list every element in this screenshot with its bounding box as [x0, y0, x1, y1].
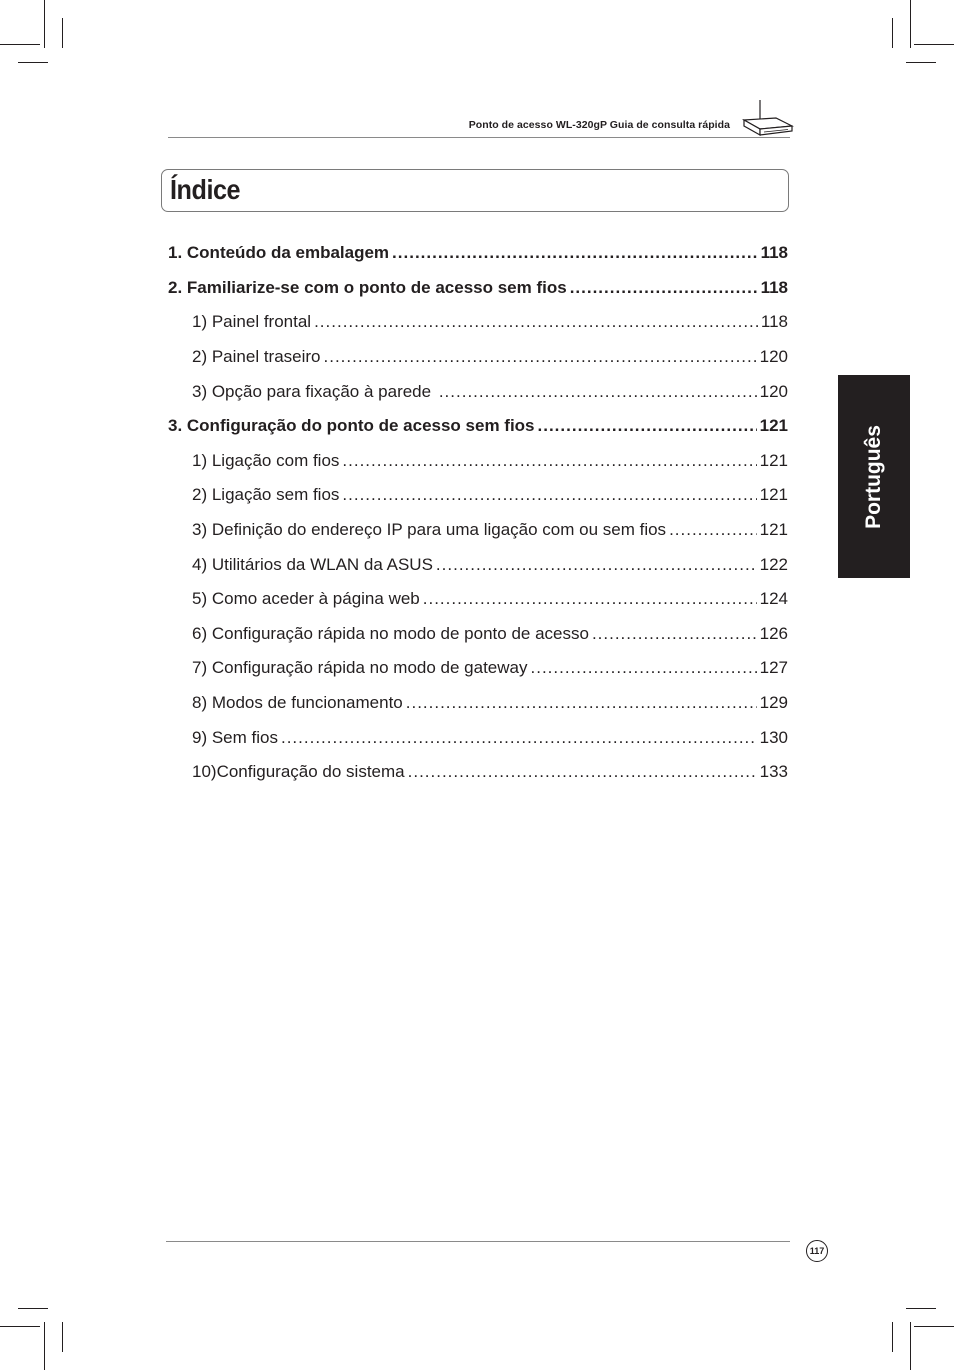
toc-entry[interactable] — [168, 582, 788, 617]
language-side-tab — [838, 375, 910, 578]
toc-entry-label: 8) Modos de funcionamento — [192, 693, 403, 713]
toc-entry-page: 121 — [759, 416, 788, 436]
toc-entry-page: 122 — [759, 554, 788, 574]
toc-entry-label: 1) Painel frontal — [192, 312, 312, 332]
toc-entry-page: 126 — [759, 623, 788, 643]
toc-entry-page: 120 — [759, 381, 788, 401]
dot-leader — [592, 624, 757, 644]
crop-mark — [0, 1326, 40, 1327]
crop-mark — [914, 1326, 954, 1327]
crop-mark — [0, 44, 40, 45]
crop-mark — [44, 1322, 45, 1370]
toc-entry[interactable] — [168, 409, 788, 444]
toc-entry-page: 118 — [760, 243, 788, 263]
toc-entry-label: 6) Configuração rápida no modo de ponto de acesso — [192, 623, 589, 643]
language-tab-label: Português — [862, 424, 885, 529]
running-header: Ponto de acesso WL-320gP Guia de consulta rápida — [468, 119, 730, 131]
toc-entry[interactable] — [168, 720, 788, 755]
router-icon — [738, 98, 794, 140]
page-number: 117 — [809, 1246, 825, 1256]
toc-entry-page: 130 — [759, 727, 788, 747]
page-title: Índice — [170, 174, 241, 205]
toc-entry-label: 9) Sem fios — [192, 727, 278, 747]
toc-entry[interactable] — [168, 686, 788, 721]
toc-entry[interactable] — [168, 755, 788, 790]
toc-entry-page: 129 — [759, 693, 788, 713]
toc-entry-label: 2) Painel traseiro — [192, 347, 321, 367]
crop-mark — [906, 62, 936, 63]
dot-leader — [342, 451, 756, 471]
toc-entry-label: 2) Ligação sem fios — [192, 485, 340, 505]
title-box — [161, 169, 789, 212]
crop-mark — [62, 1322, 63, 1352]
footer-rule — [166, 1241, 790, 1242]
toc-entry-label: 7) Configuração rápida no modo de gateway — [192, 658, 528, 678]
toc-entry[interactable] — [168, 651, 788, 686]
dot-leader — [436, 555, 757, 575]
toc-entry[interactable] — [168, 444, 788, 479]
dot-leader — [408, 762, 757, 782]
toc-entry-label: 3. Configuração do ponto de acesso sem fios — [168, 416, 535, 436]
dot-leader — [314, 312, 758, 332]
crop-mark — [44, 0, 45, 48]
toc-entry-label: 3) Opção para fixação à parede — [192, 381, 436, 401]
toc-entry-page: 133 — [759, 762, 788, 782]
header-rule — [168, 137, 790, 138]
crop-mark — [906, 1308, 936, 1309]
toc-entry[interactable] — [168, 547, 788, 582]
dot-leader — [439, 382, 757, 402]
toc-entry-label: 10)Configuração do sistema — [192, 762, 405, 782]
toc-entry-page: 121 — [759, 485, 788, 505]
toc-entry[interactable] — [168, 513, 788, 548]
dot-leader — [324, 347, 757, 367]
toc-entry-label: 3) Definição do endereço IP para uma ligação com ou sem fios — [192, 520, 667, 540]
toc-entry[interactable] — [168, 478, 788, 513]
dot-leader — [406, 693, 757, 713]
toc-entry[interactable] — [168, 305, 788, 340]
toc-entry-page: 118 — [760, 277, 788, 297]
toc-entry[interactable] — [168, 374, 788, 409]
dot-leader — [281, 728, 757, 748]
dot-leader — [392, 243, 758, 263]
crop-mark — [910, 0, 911, 48]
toc-entry-label: 5) Como aceder à página web — [192, 589, 420, 609]
toc-entry-page: 121 — [759, 520, 788, 540]
toc-entry-page: 118 — [760, 312, 788, 332]
toc-entry-page: 121 — [759, 450, 788, 470]
page-number-badge — [806, 1240, 828, 1262]
crop-mark — [18, 1308, 48, 1309]
table-of-contents — [168, 236, 788, 790]
toc-entry-page: 124 — [759, 589, 788, 609]
dot-leader — [669, 520, 757, 540]
toc-entry[interactable] — [168, 617, 788, 652]
toc-entry-label: 4) Utilitários da WLAN da ASUS — [192, 554, 433, 574]
crop-mark — [892, 18, 893, 48]
crop-mark — [18, 62, 48, 63]
toc-entry-label: 1. Conteúdo da embalagem — [168, 243, 390, 263]
dot-leader — [423, 589, 757, 609]
dot-leader — [342, 485, 756, 505]
crop-mark — [910, 1322, 911, 1370]
crop-mark — [892, 1322, 893, 1352]
dot-leader — [538, 416, 757, 436]
toc-entry[interactable] — [168, 236, 788, 271]
toc-entry[interactable] — [168, 271, 788, 306]
toc-entry-page: 120 — [759, 347, 788, 367]
toc-entry-label: 2. Familiarize-se com o ponto de acesso sem fios — [168, 277, 567, 297]
crop-mark — [914, 44, 954, 45]
toc-entry-label: 1) Ligação com fios — [192, 450, 340, 470]
toc-entry-page: 127 — [759, 658, 788, 678]
toc-entry[interactable] — [168, 340, 788, 375]
dot-leader — [570, 278, 758, 298]
dot-leader — [531, 658, 757, 678]
crop-mark — [62, 18, 63, 48]
